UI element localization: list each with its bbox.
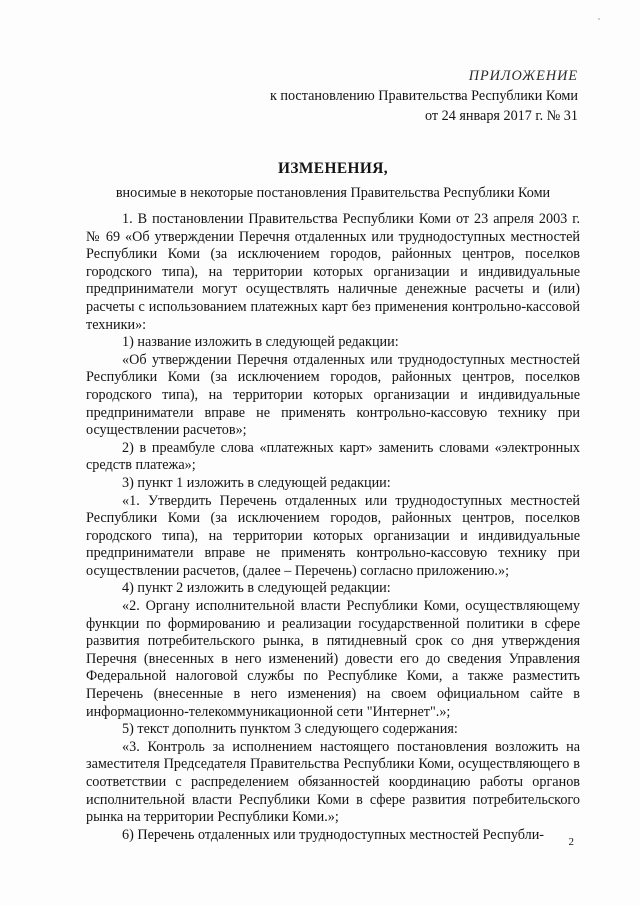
page-number: 2 (568, 836, 574, 848)
paragraph: 1) название изложить в следующей редакции: (122, 334, 399, 351)
paragraph: «Об утверждении Перечня отдаленных или труднодоступных местностей Республики Коми (за исключением городов, районных центров, поселков городского типа), на территории которых организации и индивидуальные предприниматели вправе не применять контрольно-кассовую технику при осуществлении расчетов»; (86, 351, 580, 439)
paragraph: 6) Перечень отдаленных или труднодоступных местностей Республи- (122, 826, 545, 843)
paragraph: 1. В постановлении Правительства Республики Коми от 23 апреля 2003 г. № 69 «Об утверждении Перечня отдаленных или труднодоступных местностей Республики Коми (за исключением городов, районных центров, поселков городского типа), на территории которых организации и индивидуальные предприниматели могут осуществлять наличные денежные расчеты и (или) расчеты с использованием платежных карт без применения контрольно-кассовой техники»: (86, 211, 580, 333)
scan-speck (598, 18, 600, 20)
paragraph: 3) пункт 1 изложить в следующей редакции: (122, 474, 391, 491)
paragraph: 4) пункт 2 изложить в следующей редакции: (122, 580, 391, 597)
title-block (86, 159, 580, 203)
paragraph: «2. Органу исполнительной власти Республики Коми, осуществляющему функции по формированию и реализации государственной политики в сфере развития потребительского рынка, в пятидневный срок со дня утверждения Перечня (внесенных в него изменений) довести его до сведения Управления Федеральной налоговой службы по Республике Коми, а также разместить Перечень (внесенные в него изменения) на своем официальном сайте в информационно-телекоммуникационной сети "Интернет".»; (86, 598, 580, 720)
appendix-line-1: к постановлению Правительства Республики Коми (269, 88, 578, 104)
appendix-label: ПРИЛОЖЕНИЕ (468, 68, 578, 84)
appendix-header (270, 66, 578, 126)
paragraph: «1. Утвердить Перечень отдаленных или труднодоступных местностей Республики Коми (за исключением городов, районных центров, поселков городского типа), на территории которых организации и индивидуальные предприниматели вправе не применять контрольно-кассовую технику при осуществлении расчетов, (далее – Перечень) согласно приложению.»; (86, 492, 580, 579)
paragraph: «3. Контроль за исполнением настоящего постановления возложить на заместителя Председателя Правительства Республики Коми, осуществляющего в соответствии с распределением обязанностей координацию работы органов исполнительной власти Республики Коми в сфере развития потребительского рынка на территории Республики Коми.»; (86, 738, 580, 826)
document-title: ИЗМЕНЕНИЯ, (277, 160, 389, 177)
document-subtitle: вносимые в некоторые постановления Правительства Республики Коми (115, 185, 551, 201)
paragraph: 5) текст дополнить пунктом 3 следующего содержания: (122, 721, 458, 738)
document-body (86, 211, 580, 844)
appendix-line-2: от 24 января 2017 г. № 31 (425, 108, 578, 124)
paragraph: 2) в преамбуле слова «платежных карт» заменить словами «электронных средств платежа»; (86, 439, 580, 474)
